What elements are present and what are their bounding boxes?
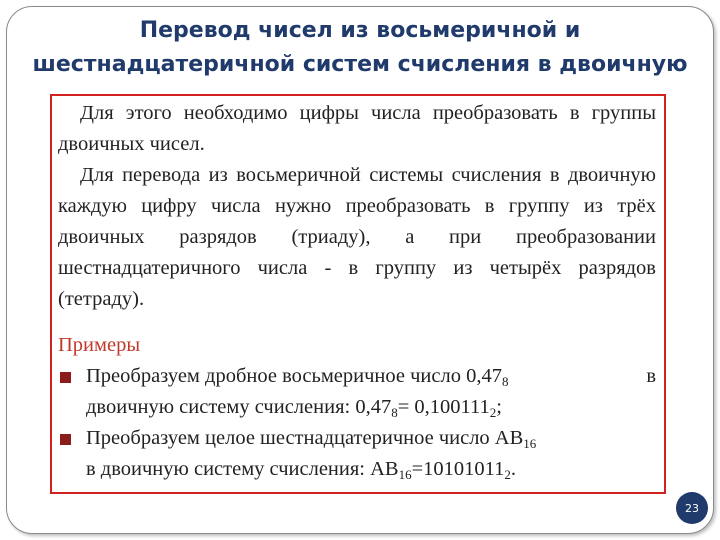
example-2-line-2	[58, 454, 668, 485]
example-1-line-1	[58, 361, 668, 392]
page-number-badge	[676, 492, 708, 524]
example-2-sub-d: 2	[504, 467, 511, 482]
example-1-text-c: двоичную систему счисления: 0,47	[86, 396, 392, 418]
example-1-sub-a: 8	[502, 374, 509, 389]
paragraph-2: Для перевода из восьмеричной системы счисления в двоичную каждую цифру числа нужно преобразовать в группу из трёх двоичных разрядов (триаду), а при преобразовании шестнадцатеричного числа - в группу из четырёх разрядов (тетраду).	[58, 164, 656, 310]
example-2-text-a: Преобразуем целое шестнадцатеричное число AB	[86, 427, 524, 449]
slide-title	[0, 14, 720, 82]
example-1-text-a: Преобразуем дробное восьмеричное число 0,47	[86, 365, 502, 387]
example-1-sub-c: 8	[391, 405, 398, 420]
title-line-2: шестнадцатеричной систем счисления в двоичную	[32, 52, 688, 77]
paragraph-1: Для этого необходимо цифры числа преобразовать в группы двоичных чисел.	[58, 102, 656, 155]
example-2-text-c: в двоичную систему счисления: AB	[86, 458, 399, 480]
body-text	[58, 98, 656, 315]
example-1-text-e: ;	[496, 396, 502, 418]
example-2-sub-a: 16	[523, 436, 537, 451]
example-1-text-d: = 0,100111	[397, 396, 490, 418]
title-line-1: Перевод чисел из восьмеричной и	[139, 18, 581, 43]
example-1-line-2	[58, 392, 668, 423]
examples-section	[58, 330, 668, 485]
example-2-line-1	[58, 423, 668, 454]
example-2-text-e: .	[510, 458, 517, 480]
example-2-text-d: =10101011	[411, 458, 505, 480]
example-1-text-b: в	[646, 365, 656, 387]
example-1-sub-d: 2	[489, 405, 497, 420]
square-bullet-icon	[60, 434, 71, 445]
page-number: 23	[685, 501, 699, 515]
examples-heading: Примеры	[58, 334, 141, 356]
square-bullet-icon	[60, 372, 71, 383]
example-2-sub-c: 16	[398, 467, 412, 482]
